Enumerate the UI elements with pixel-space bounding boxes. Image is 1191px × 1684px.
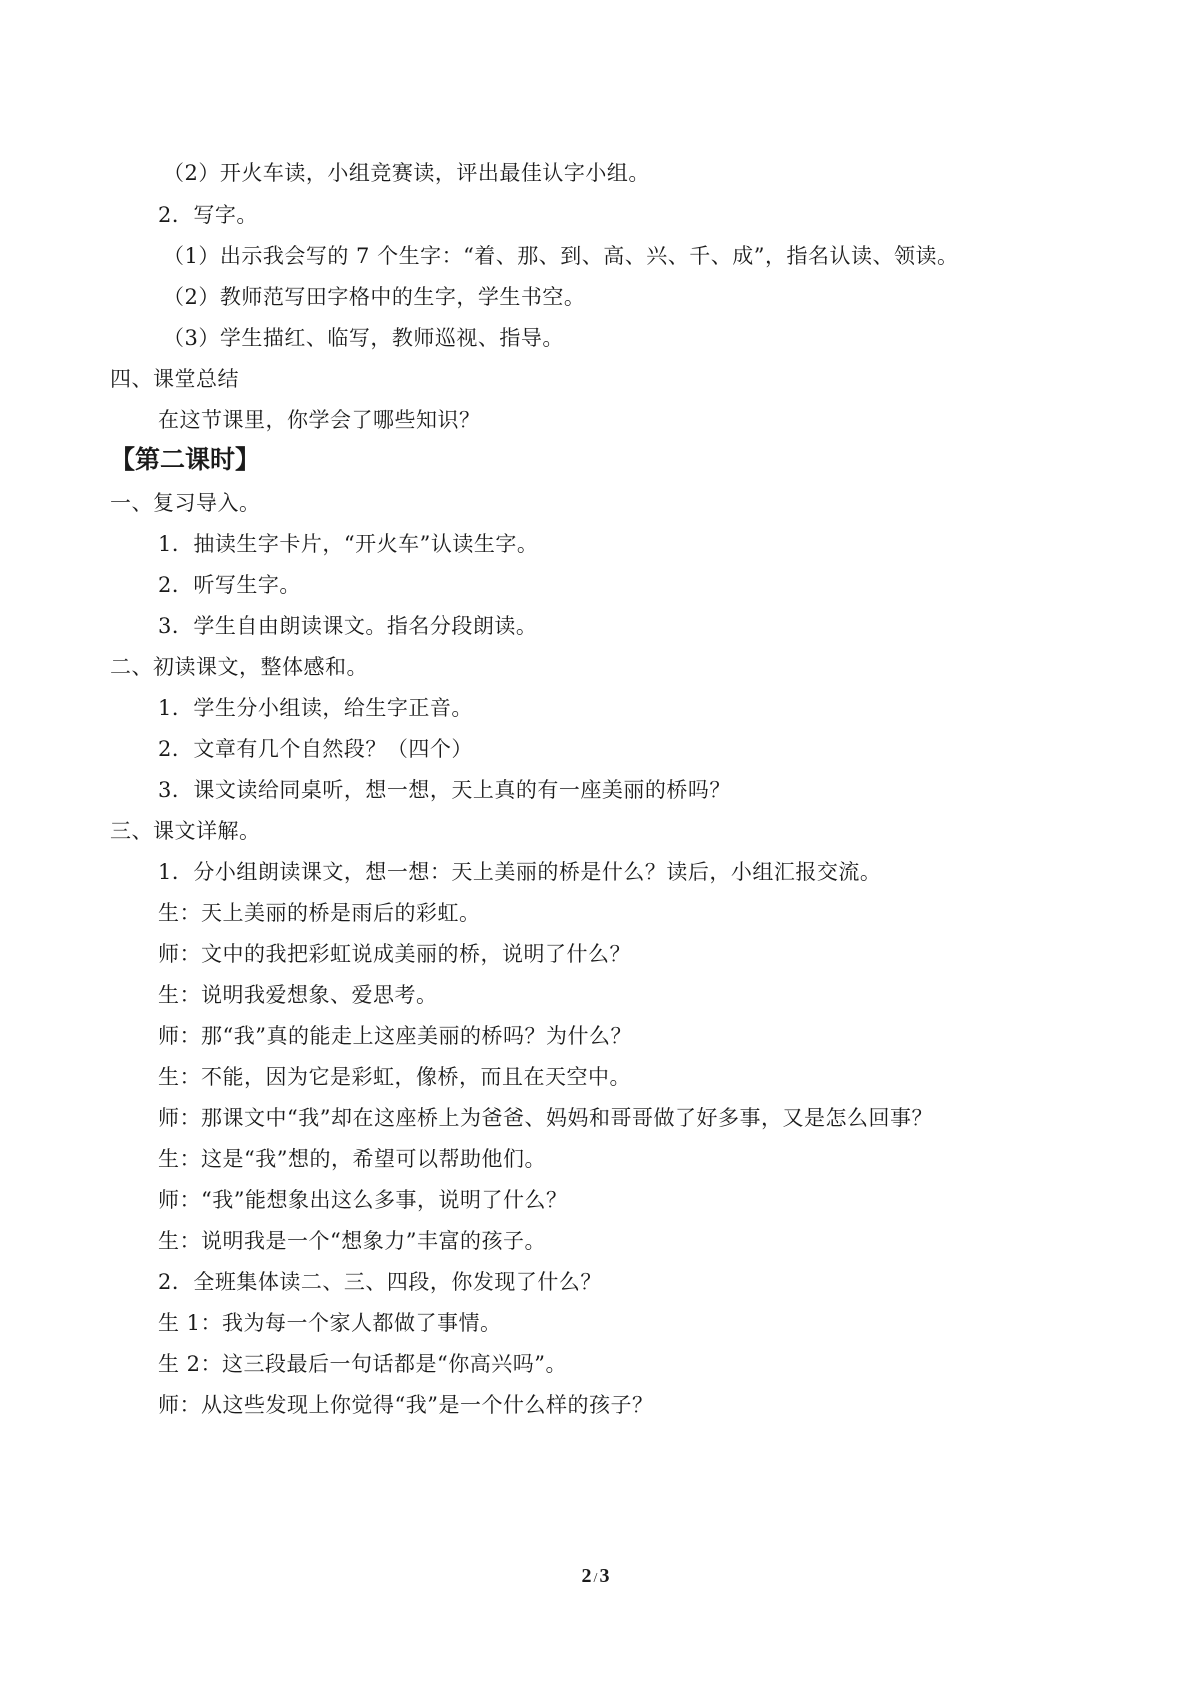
list-item: 2．听写生字。 [158,573,301,597]
dialogue-line: 师：文中的我把彩虹说成美丽的桥，说明了什么？ [158,942,631,966]
text-line: （2）开火车读，小组竞赛读，评出最佳认字小组。 [163,161,650,185]
total-pages: 3 [599,1565,610,1587]
list-item: 3．学生自由朗读课文。指名分段朗读。 [158,614,538,638]
dialogue-line: 生：说明我是一个“想象力”丰富的孩子。 [158,1229,546,1253]
text-line: （1）出示我会写的 7 个生字：“着、那、到、高、兴、千、成”，指名认读、领读。 [163,244,959,268]
dialogue-line: 生 1：我为每一个家人都做了事情。 [158,1311,502,1335]
dialogue-line: 生：天上美丽的桥是雨后的彩虹。 [158,901,481,925]
section-heading: 二、初读课文，整体感和。 [110,655,368,679]
list-item: 2．全班集体读二、三、四段，你发现了什么？ [158,1270,602,1294]
list-item: 1．抽读生字卡片，“开火车”认读生字。 [158,532,539,556]
dialogue-line: 师：从这些发现上你觉得“我”是一个什么样的孩子？ [158,1393,654,1417]
dialogue-line: 师：那“我”真的能走上这座美丽的桥吗？为什么？ [158,1024,632,1048]
section-heading: 四、课堂总结 [110,367,239,391]
list-item: 3．课文读给同桌听，想一想，天上真的有一座美丽的桥吗？ [158,778,731,802]
lesson-heading: 【第二课时】 [110,445,261,474]
text-line: 在这节课里，你学会了哪些知识？ [158,408,481,432]
dialogue-line: 生：这是“我”想的，希望可以帮助他们。 [158,1147,546,1171]
list-item: 1．学生分小组读，给生字正音。 [158,696,473,720]
dialogue-line: 生：说明我爱想象、爱思考。 [158,983,438,1007]
dialogue-line: 生：不能，因为它是彩虹，像桥，而且在天空中。 [158,1065,631,1089]
list-item: 2．文章有几个自然段？（四个） [158,737,473,761]
list-item: 2．写字。 [158,203,258,227]
dialogue-line: 师：那课文中“我”却在这座桥上为爸爸、妈妈和哥哥做了好多事，又是怎么回事？ [158,1106,933,1130]
text-line: （2）教师范写田字格中的生字，学生书空。 [163,285,586,309]
dialogue-line: 师：“我”能想象出这么多事，说明了什么？ [158,1188,568,1212]
page-separator: / [593,1571,598,1586]
section-heading: 一、复习导入。 [110,491,261,515]
section-heading: 三、课文详解。 [110,819,261,843]
dialogue-line: 生 2：这三段最后一句话都是“你高兴吗”。 [158,1352,568,1376]
text-line: （3）学生描红、临写，教师巡视、指导。 [163,326,564,350]
page-number [0,1562,1191,1593]
list-item: 1．分小组朗读课文，想一想：天上美丽的桥是什么？读后，小组汇报交流。 [158,860,882,884]
current-page: 2 [581,1565,592,1587]
